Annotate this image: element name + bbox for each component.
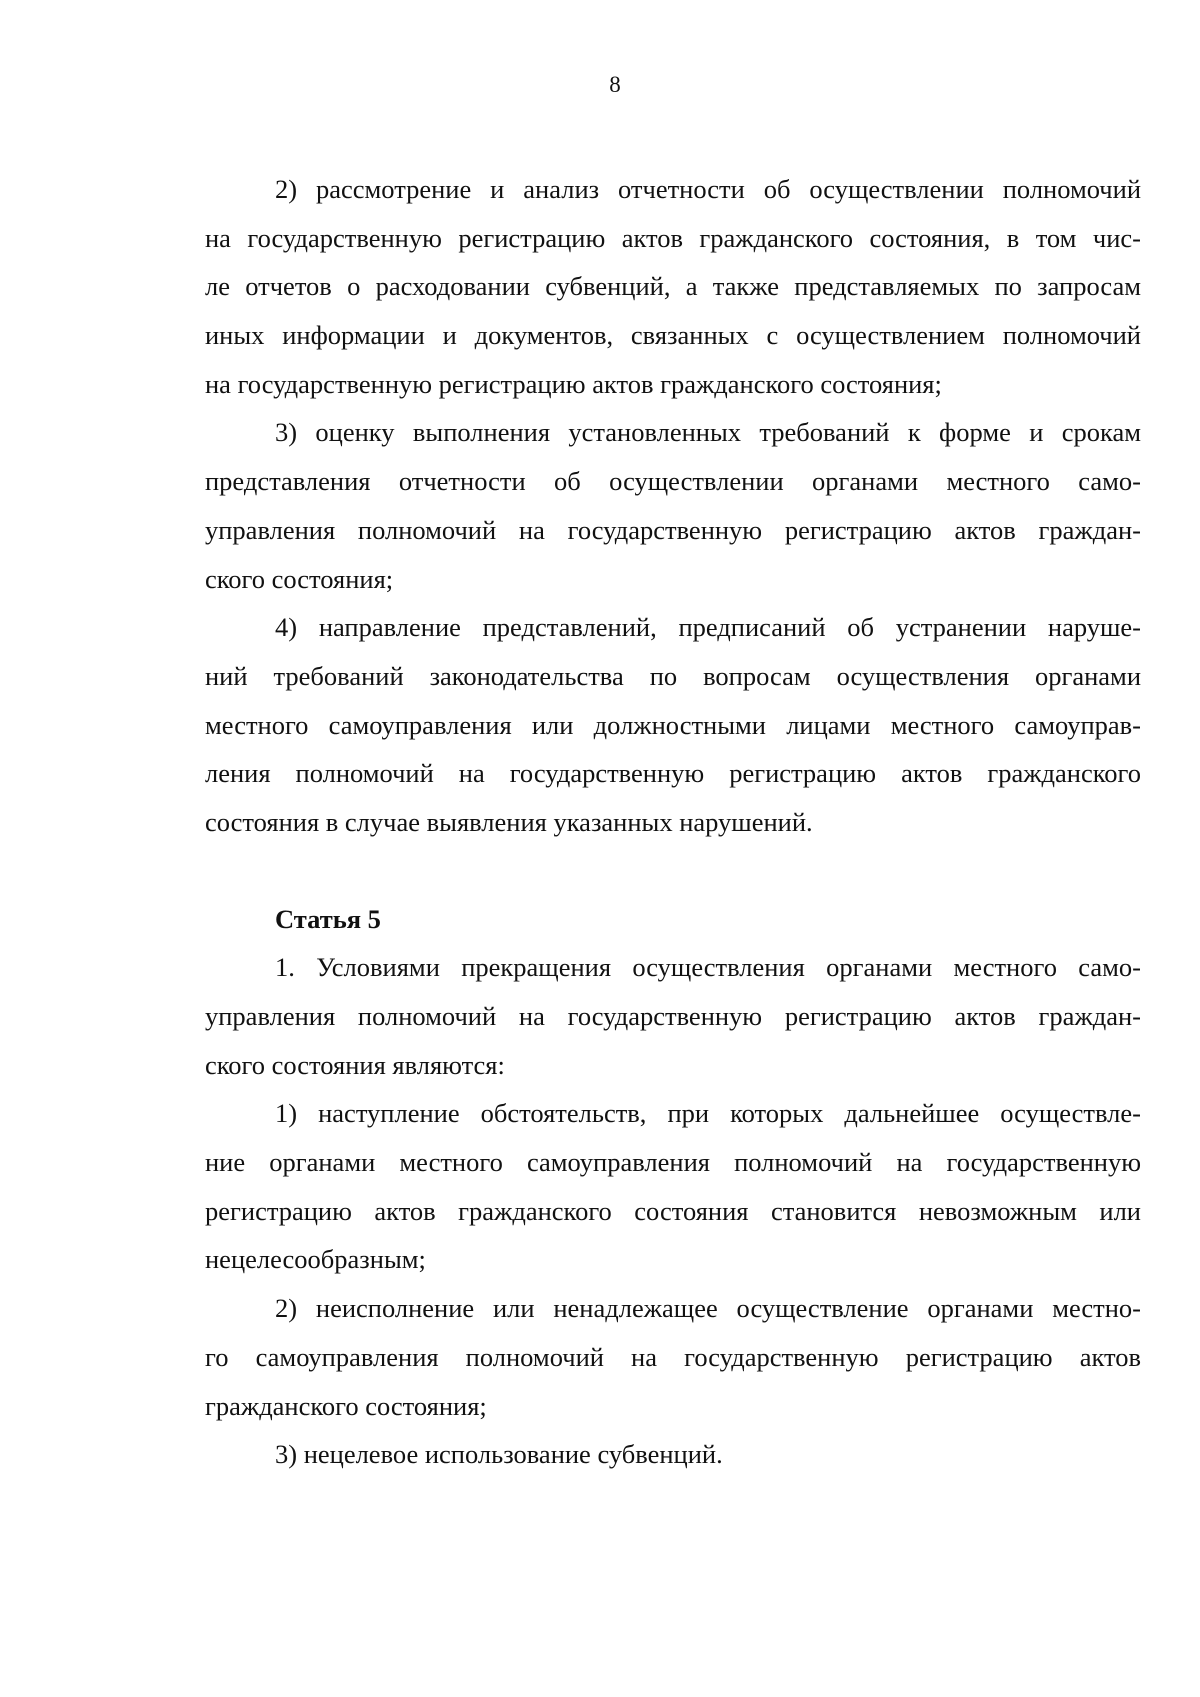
- document-body: [205, 165, 1141, 1479]
- paragraph-item-4: [205, 603, 1141, 846]
- condition-item-2: [205, 1284, 1141, 1430]
- paragraph-line: гражданского состояния;: [205, 1390, 487, 1421]
- paragraph-line: представления отчетности об осуществлении органами местного само-: [205, 466, 1141, 497]
- condition-item-1: [205, 1089, 1141, 1284]
- paragraph-line: 3) нецелевое использование субвенций.: [275, 1439, 723, 1470]
- paragraph-line: го самоуправления полномочий на государственную регистрацию актов: [205, 1341, 1141, 1372]
- paragraph-line: ние органами местного самоуправления полномочий на государственную: [205, 1147, 1141, 1178]
- paragraph-item-2: [205, 165, 1141, 408]
- condition-item-3: [205, 1430, 1141, 1479]
- paragraph-line: ления полномочий на государственную регистрацию актов гражданского: [205, 758, 1141, 789]
- paragraph-item-3: [205, 408, 1141, 603]
- paragraph-line: регистрацию актов гражданского состояния становится невозможным или: [205, 1195, 1141, 1226]
- paragraph-line: на государственную регистрацию актов гражданского состояния, в том чис-: [205, 222, 1141, 253]
- paragraph-line: ний требований законодательства по вопросам осуществления органами: [205, 660, 1141, 691]
- paragraph-line: 4) направление представлений, предписаний об устранении наруше-: [275, 612, 1141, 643]
- page-number: 8: [609, 72, 621, 97]
- paragraph-line: ского состояния;: [205, 563, 394, 594]
- paragraph-line: ского состояния являются:: [205, 1049, 505, 1080]
- paragraph-line: управления полномочий на государственную регистрацию актов граждан-: [205, 514, 1141, 545]
- paragraph-line: 2) неисполнение или ненадлежащее осуществление органами местно-: [275, 1293, 1141, 1324]
- paragraph-line: 1) наступление обстоятельств, при которых дальнейшее осуществле-: [275, 1098, 1141, 1129]
- paragraph-line: иных информации и документов, связанных с осуществлением полномочий: [205, 320, 1141, 351]
- paragraph-line: на государственную регистрацию актов гражданского состояния;: [205, 368, 942, 399]
- article-heading: Статья 5: [275, 903, 381, 934]
- paragraph-line: ле отчетов о расходовании субвенций, а также представляемых по запросам: [205, 271, 1141, 302]
- article-part-1: [205, 943, 1141, 1089]
- section-spacer: [205, 847, 1141, 895]
- paragraph-line: нецелесообразным;: [205, 1244, 426, 1275]
- paragraph-line: 1. Условиями прекращения осуществления органами местного само-: [275, 952, 1141, 983]
- paragraph-line: состояния в случае выявления указанных нарушений.: [205, 806, 813, 837]
- paragraph-line: управления полномочий на государственную регистрацию актов граждан-: [205, 1001, 1141, 1031]
- paragraph-line: 2) рассмотрение и анализ отчетности об осуществлении полномочий: [275, 174, 1141, 204]
- paragraph-line: 3) оценку выполнения установленных требований к форме и срокам: [275, 417, 1141, 448]
- paragraph-line: местного самоуправления или должностными лицами местного самоуправ-: [205, 709, 1141, 740]
